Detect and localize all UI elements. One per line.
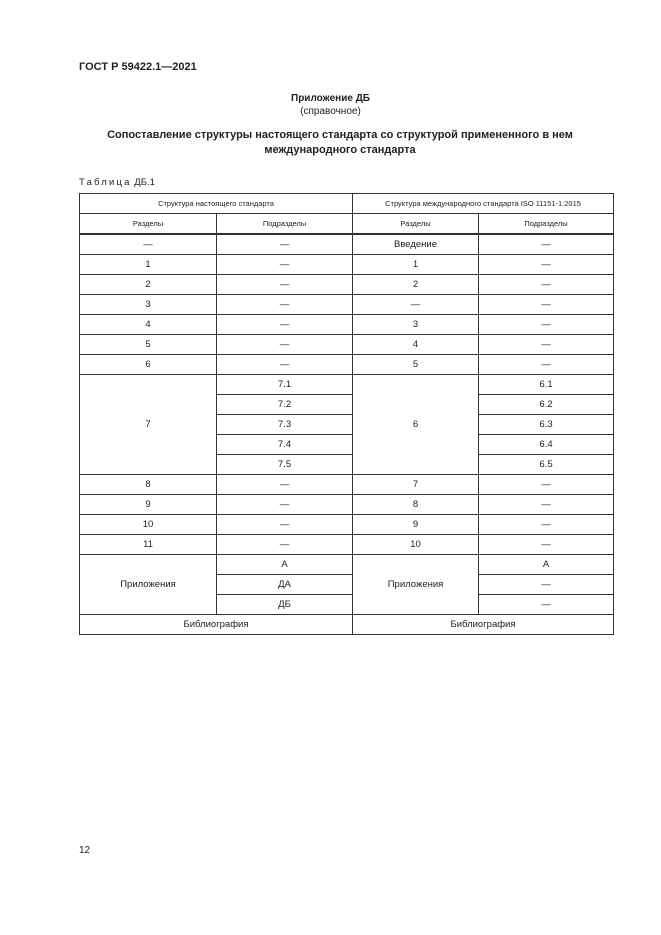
table-row	[80, 355, 614, 375]
table-row	[80, 255, 614, 275]
cell-subsection-right: —	[479, 575, 614, 595]
table-caption	[79, 177, 155, 188]
appendix-note: (справочное)	[300, 106, 361, 117]
section-heading	[95, 128, 585, 158]
table-header-row	[80, 194, 614, 214]
cell-section-left: 11	[80, 535, 217, 555]
cell-section-right: 2	[353, 275, 479, 295]
cell-appendices-left: Приложения	[80, 555, 217, 615]
table-row	[80, 315, 614, 335]
cell-section-left: 2	[80, 275, 217, 295]
subheader-subsections-right: Подразделы	[479, 214, 614, 235]
cell-subsection-right: —	[479, 495, 614, 515]
cell-subsection-left: ДБ	[217, 595, 353, 615]
cell-subsection-right: —	[479, 475, 614, 495]
cell-subsection-left: 7.2	[217, 395, 353, 415]
header-international-standard: Структура международного стандарта ISO 11151-1:2015	[353, 194, 614, 214]
cell-section-right: Введение	[353, 234, 479, 255]
comparison-table	[79, 193, 614, 635]
appendix-title: Приложение ДБ	[291, 93, 370, 104]
cell-section-right: 5	[353, 355, 479, 375]
cell-section-left: 1	[80, 255, 217, 275]
cell-subsection-right: —	[479, 515, 614, 535]
cell-section-left: 3	[80, 295, 217, 315]
cell-subsection-right: 6.1	[479, 375, 614, 395]
cell-section-right: 4	[353, 335, 479, 355]
cell-subsection-left: ДА	[217, 575, 353, 595]
cell-section-left: 6	[80, 355, 217, 375]
cell-subsection-left: —	[217, 475, 353, 495]
cell-section-right: 7	[353, 475, 479, 495]
cell-subsection-left: А	[217, 555, 353, 575]
table-row	[80, 375, 614, 395]
subheader-subsections-left: Подразделы	[217, 214, 353, 235]
cell-subsection-left: —	[217, 295, 353, 315]
cell-section-right: 3	[353, 315, 479, 335]
table-row	[80, 234, 614, 255]
cell-subsection-left: 7.1	[217, 375, 353, 395]
cell-bibliography-right: Библиография	[353, 615, 614, 635]
table-row	[80, 515, 614, 535]
cell-subsection-left: —	[217, 355, 353, 375]
cell-subsection-left: 7.3	[217, 415, 353, 435]
cell-subsection-left: —	[217, 335, 353, 355]
cell-subsection-left: —	[217, 275, 353, 295]
table-body	[80, 194, 614, 635]
cell-subsection-right: —	[479, 275, 614, 295]
table-row	[80, 535, 614, 555]
header-current-standard: Структура настоящего стандарта	[80, 194, 353, 214]
cell-bibliography-left: Библиография	[80, 615, 353, 635]
table-row	[80, 495, 614, 515]
cell-subsection-left: —	[217, 535, 353, 555]
table-row	[80, 275, 614, 295]
cell-subsection-left: —	[217, 255, 353, 275]
cell-subsection-right: —	[479, 234, 614, 255]
cell-section-left: 8	[80, 475, 217, 495]
cell-section-right: 8	[353, 495, 479, 515]
cell-subsection-right: А	[479, 555, 614, 575]
cell-subsection-left: 7.5	[217, 455, 353, 475]
cell-section-right: —	[353, 295, 479, 315]
cell-subsection-left: —	[217, 495, 353, 515]
table-row	[80, 295, 614, 315]
subheader-sections-left: Разделы	[80, 214, 217, 235]
cell-subsection-right: —	[479, 595, 614, 615]
cell-subsection-right: 6.3	[479, 415, 614, 435]
cell-subsection-right: 6.5	[479, 455, 614, 475]
cell-section-left: 7	[80, 375, 217, 475]
cell-section-right: 1	[353, 255, 479, 275]
table-row	[80, 555, 614, 575]
cell-section-left: 10	[80, 515, 217, 535]
cell-subsection-left: —	[217, 234, 353, 255]
cell-subsection-right: —	[479, 315, 614, 335]
table-caption-id: ДБ.1	[134, 177, 155, 188]
table-row	[80, 475, 614, 495]
cell-subsection-right: 6.2	[479, 395, 614, 415]
cell-subsection-right: —	[479, 255, 614, 275]
cell-subsection-right: —	[479, 335, 614, 355]
appendix-header	[0, 92, 661, 118]
cell-subsection-left: —	[217, 315, 353, 335]
document-code: ГОСТ Р 59422.1—2021	[79, 61, 197, 73]
heading-line-1: Сопоставление структуры настоящего стандарта со структурой примененного в нем	[107, 129, 573, 141]
cell-section-left: —	[80, 234, 217, 255]
table-footer-row	[80, 615, 614, 635]
page-number: 12	[79, 845, 91, 856]
cell-subsection-left: —	[217, 515, 353, 535]
table-caption-word: Таблица	[79, 177, 132, 188]
cell-section-left: 9	[80, 495, 217, 515]
table-row	[80, 335, 614, 355]
cell-subsection-right: —	[479, 535, 614, 555]
cell-section-right: 6	[353, 375, 479, 475]
cell-subsection-right: 6.4	[479, 435, 614, 455]
table-subheader-row	[80, 214, 614, 235]
cell-appendices-right: Приложения	[353, 555, 479, 615]
cell-subsection-left: 7.4	[217, 435, 353, 455]
cell-section-right: 9	[353, 515, 479, 535]
cell-section-right: 10	[353, 535, 479, 555]
cell-subsection-right: —	[479, 295, 614, 315]
cell-section-left: 4	[80, 315, 217, 335]
heading-line-2: международного стандарта	[264, 144, 416, 156]
cell-section-left: 5	[80, 335, 217, 355]
cell-subsection-right: —	[479, 355, 614, 375]
subheader-sections-right: Разделы	[353, 214, 479, 235]
